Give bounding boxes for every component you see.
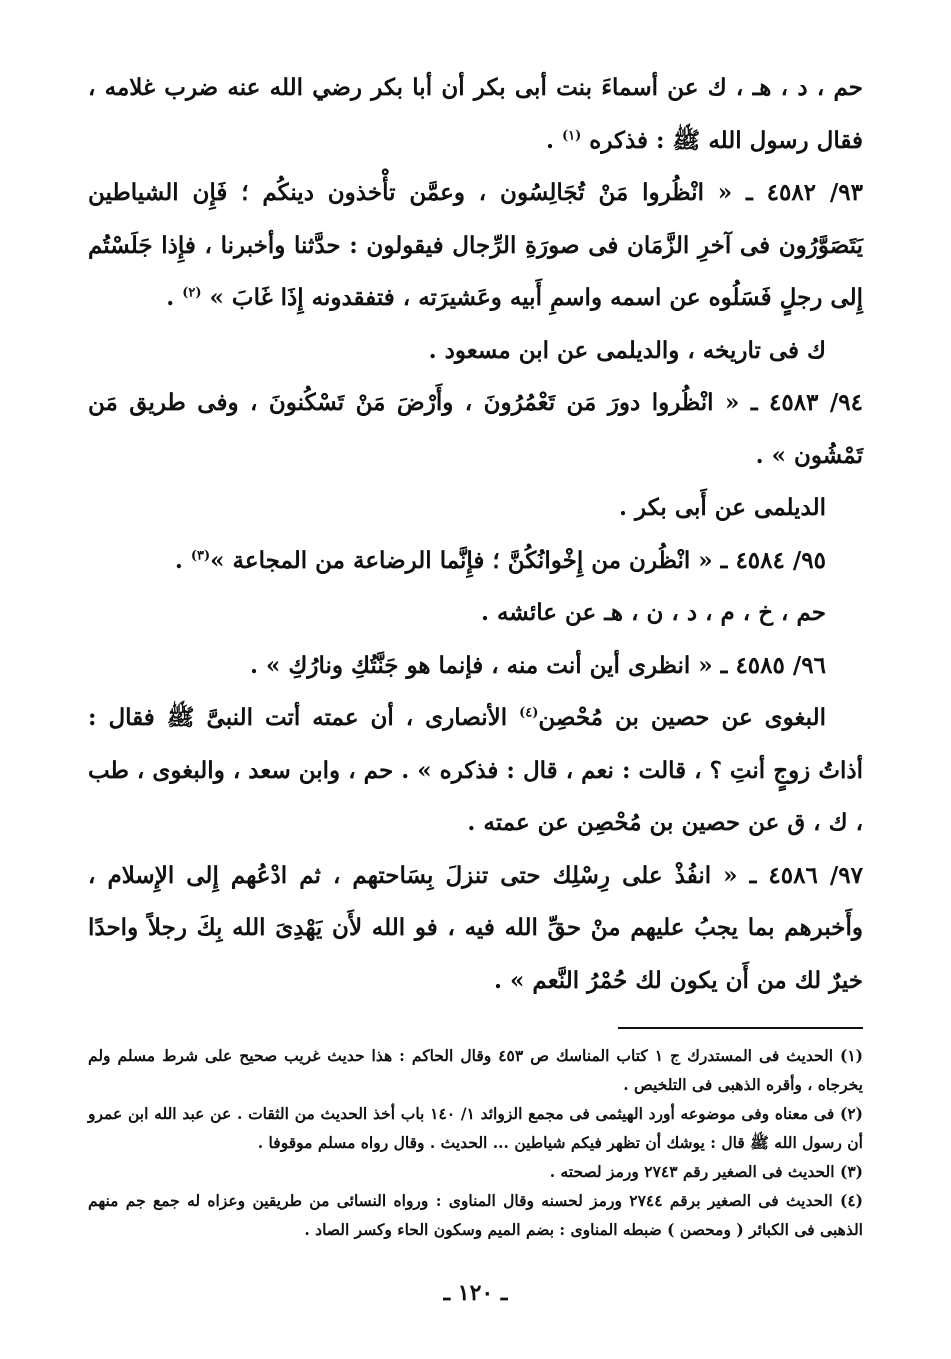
paragraph-end: . bbox=[166, 284, 183, 311]
paragraph-text: ك فى تاريخه ، والديلمى عن ابن مسعود . bbox=[428, 336, 826, 364]
paragraph-text: ٩٦/ ٤٥٨٥ ـ « انظرى أين أنت منه ، فإنما هو جَنَّتُكِ ونارُكِ » . bbox=[250, 651, 826, 679]
footnote-ref: (١) bbox=[561, 127, 582, 143]
paragraph-end: الأنصارى ، أن عمته أتت النبىَّ ﷺ فقال : أذاتُ زوجٍ أنتِ ؟ ، قالت : نعم ، قال : فذكره » . حم ، وابن سعد ، والبغوى ، طب ، ك ، ق عن حصين بن مُحْصِن عن عمته . bbox=[88, 704, 863, 836]
footnote-ref: (٣) bbox=[190, 547, 211, 563]
paragraph-text: ٩٥/ ٤٥٨٤ ـ « انْظُرن من إِخْوانُكُنَّ ؛ فإِنَّما الرضاعة من المجاعة » bbox=[210, 546, 826, 574]
footnote-4: (٤) الحديث فى الصغير برقم ٢٧٤٤ ورمز لحسنه وقال المناوى : ورواه النسائى من طريقين وعزاه له جمع جم منهم الذهبى فى الكبائر ( ومحصن ) ضبطه المناوى : بضم الميم وسكون الحاء وكسر الصاد . bbox=[88, 1191, 863, 1239]
source-4585 bbox=[88, 692, 863, 850]
page-number: ـ ١٢٠ ـ bbox=[443, 1280, 508, 1306]
paragraph-text: حم ، د ، هـ ، ك عن أسماءَ بنت أبى بكر أن أبا بكر رضي الله عنه ضرب غلامه ، فقال رسول الله ﷺ : فذكره bbox=[88, 74, 863, 154]
paragraph-source-1 bbox=[88, 62, 863, 167]
main-text bbox=[88, 62, 863, 1244]
footnote-ref: (٤) bbox=[519, 705, 539, 721]
source-4582 bbox=[88, 325, 863, 378]
hadith-4583 bbox=[88, 377, 863, 482]
paragraph-end: . bbox=[545, 126, 562, 154]
footnote-ref: (٢) bbox=[182, 285, 202, 301]
footnote-1: (١) الحديث فى المستدرك ج ١ كتاب المناسك ص ٤٥٣ وقال الحاكم : هذا حديث غريب صحيح على شرط مسلم ولم يخرجاه ، وأقره الذهبى فى التلخيص . bbox=[88, 1046, 864, 1094]
paragraph-text: البغوى عن حصين بن مُحْصِن bbox=[538, 704, 826, 731]
footnote-3: (٣) الحديث فى الصغير رقم ٢٧٤٣ ورمز لصحته . bbox=[549, 1162, 863, 1181]
paragraph-end: . bbox=[174, 546, 191, 574]
paragraph-text: ٩٤/ ٤٥٨٣ ـ « انْظُروا دورَ مَن تَعْمُرُونَ ، وأَرْضَ مَنْ تَسْكُنونَ ، وفى طريق مَن تَمْشُون » . bbox=[88, 389, 863, 469]
paragraph-text: ٩٧/ ٤٥٨٦ ـ « انفُذْ على رِسْلِك حتى تنزلَ بِسَاحتهم ، ثم ادْعُهم إِلى الإِسلام ، وأَخبرهم بما يجبُ عليهم منْ حقِّ الله فيه ، فو الله لأَن يَهْدِىَ الله بِكَ رجلاً واحدًا خيرٌ لك من أَن يكون لك حُمْرُ النَّعم » . bbox=[88, 861, 863, 994]
footnote-divider bbox=[618, 1027, 863, 1029]
hadith-4585 bbox=[88, 640, 863, 693]
paragraph-text: الديلمى عن أَبى بكر . bbox=[619, 494, 826, 521]
hadith-4586 bbox=[88, 850, 863, 1008]
source-4583 bbox=[88, 482, 863, 535]
paragraph-text: حم ، خ ، م ، د ، ن ، هـ عن عائشه . bbox=[480, 599, 826, 626]
footnote-2: (٢) فى معناه وفى موضوعه أورد الهيثمى فى مجمع الزوائد ١/ ١٤٠ باب أخذ الحديث من الثقات . عن عبد الله ابن عمرو أن رسول الله ﷺ قال : يوشك أن تظهر فيكم شياطين ... الحديث . وقال رواه مسلم موقوفا . bbox=[88, 1104, 863, 1152]
hadith-4584 bbox=[88, 535, 863, 588]
hadith-4582 bbox=[88, 167, 863, 325]
source-4584 bbox=[88, 587, 863, 640]
paragraph-text: ٩٣/ ٤٥٨٢ ـ « انْظُروا مَنْ تُجَالِسُون ، وعمَّن تأْخذون دينكُم ؛ فَإِن الشياطين يَتَصَوَّرُون فى آخرِ الزَّمَان فى صورَةِ الرِّجال فيقولون : حدَّثنا وأخبرنا ، فإِذا جَلَسْتُم إِلى رجلٍ فَسَلُوه عن اسمه واسمِ أَبيه وعَشيرَته ، فتفقدونه إِذَا غَابَ » bbox=[88, 179, 863, 311]
